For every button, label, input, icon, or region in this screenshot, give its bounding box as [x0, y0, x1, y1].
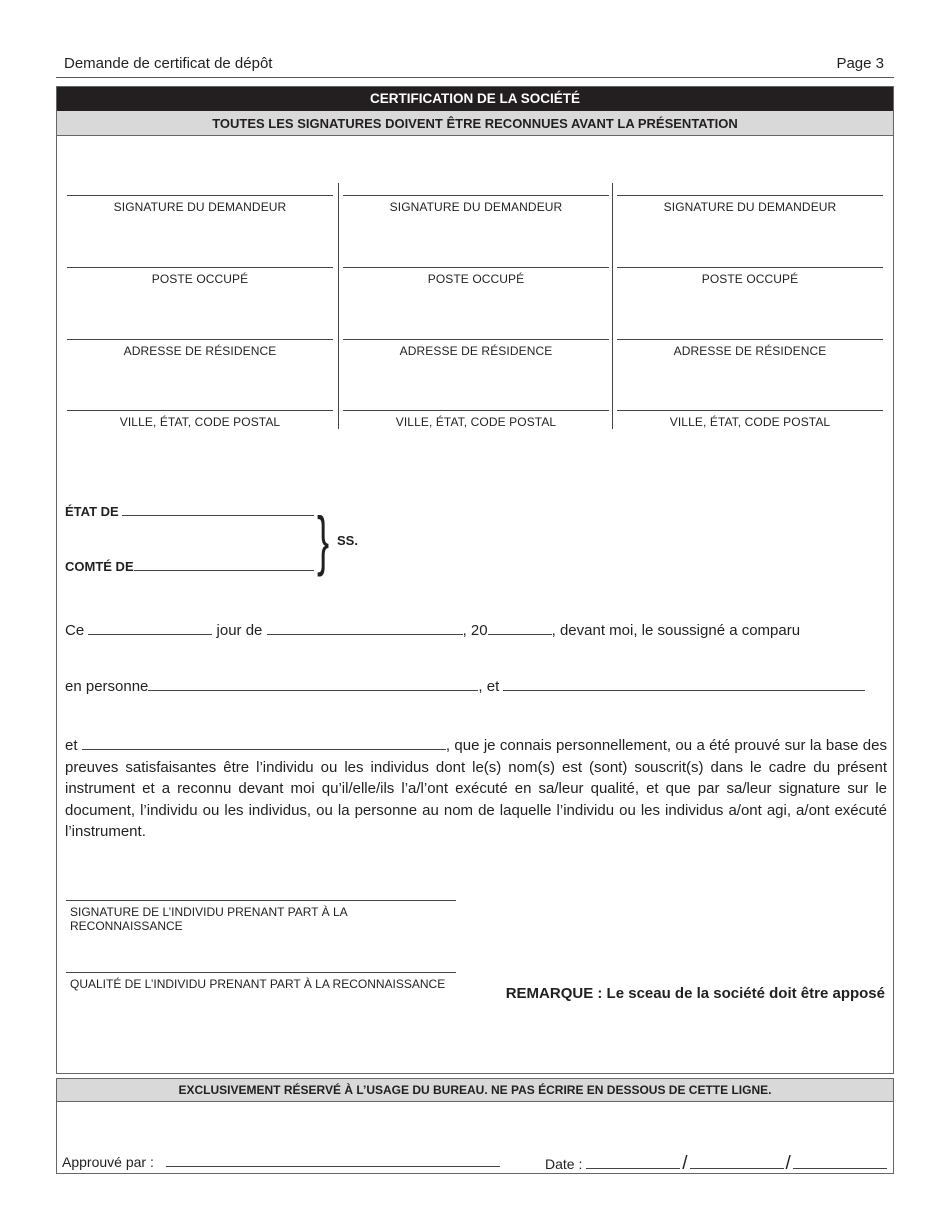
page-number: Page 3	[836, 55, 884, 72]
page-header-title: Demande de certificat de dépôt	[64, 55, 273, 72]
in-person-label: en personne	[65, 678, 149, 695]
position-caption: POSTE OCCUPÉ	[427, 272, 525, 286]
signer-signature-field[interactable]	[66, 900, 456, 933]
date-label: Date :	[545, 1156, 583, 1172]
person-3-input[interactable]	[82, 736, 446, 750]
city-caption: VILLE, ÉTAT, CODE POSTAL	[119, 415, 281, 429]
applicant-column-2	[343, 183, 609, 429]
person-1-input[interactable]	[148, 677, 478, 691]
date-row	[545, 1153, 887, 1175]
ce-label: Ce	[65, 622, 85, 639]
signature-caption: SIGNATURE DU DEMANDEUR	[663, 200, 837, 214]
approved-by-label: Approuvé par :	[62, 1154, 154, 1170]
city-caption: VILLE, ÉTAT, CODE POSTAL	[395, 415, 557, 429]
county-input[interactable]	[134, 556, 314, 571]
county-label: COMTÉ DE	[65, 559, 134, 574]
ss-label: SS.	[337, 533, 358, 548]
applicant-3-address-field[interactable]	[617, 339, 883, 358]
signature-caption: SIGNATURE DU DEMANDEUR	[113, 200, 287, 214]
column-divider	[612, 183, 613, 429]
ack-paragraph-text: , que je connais personnellement, ou a été prouvé sur la base des preuves satisfaisantes être l’individu ou les individus dont le(s) nom(s) est (sont) souscrit(s) dans le cadre du présent instrument et a reconnu devant moi qu’il/elle/ils l’a/l’ont exécuté en sa/leur qualité, et que par sa/leur signature sur le document, l’individu ou les individus, ou la personne au nom de laquelle l’individu ou les individus a/ont agi, a/ont exécuté l’instrument.	[65, 737, 887, 840]
date-day-input[interactable]	[690, 1155, 784, 1169]
county-venue	[65, 556, 314, 574]
section-subtitle: TOUTES LES SIGNATURES DOIVENT ÊTRE RECONNUES AVANT LA PRÉSENTATION	[57, 111, 893, 136]
address-caption: ADRESSE DE RÉSIDENCE	[399, 344, 553, 358]
applicant-3-position-field[interactable]	[617, 267, 883, 286]
ack-line-date	[65, 621, 800, 639]
date-separator: /	[785, 1153, 791, 1174]
seal-remark: REMARQUE : Le sceau de la société doit être apposé	[505, 985, 885, 1002]
month-input[interactable]	[267, 621, 463, 635]
applicant-2-signature-field[interactable]	[343, 195, 609, 214]
state-venue	[65, 501, 314, 519]
person-2-input[interactable]	[503, 677, 865, 691]
ack-paragraph	[65, 735, 887, 843]
applicant-3-signature-field[interactable]	[617, 195, 883, 214]
approved-by-row	[62, 1153, 500, 1170]
appeared-text: , devant moi, le soussigné a comparu	[551, 622, 801, 639]
date-separator: /	[682, 1153, 688, 1174]
approved-by-input[interactable]	[166, 1153, 500, 1167]
applicant-1-city-field[interactable]	[67, 410, 333, 429]
state-input[interactable]	[122, 501, 314, 516]
brace-icon: }	[317, 503, 330, 577]
office-use-banner: EXCLUSIVEMENT RÉSERVÉ À L’USAGE DU BUREAU. NE PAS ÉCRIRE EN DESSOUS DE CETTE LIGNE.	[57, 1079, 893, 1102]
applicant-1-address-field[interactable]	[67, 339, 333, 358]
year-prefix: , 20	[462, 622, 488, 639]
city-caption: VILLE, ÉTAT, CODE POSTAL	[669, 415, 831, 429]
section-title: CERTIFICATION DE LA SOCIÉTÉ	[57, 87, 893, 111]
signer-signature-caption: SIGNATURE DE L’INDIVIDU PRENANT PART À LA RECONNAISSANCE	[70, 905, 347, 933]
applicant-column-1	[67, 183, 333, 429]
address-caption: ADRESSE DE RÉSIDENCE	[123, 344, 277, 358]
signer-capacity-caption: QUALITÉ DE L’INDIVIDU PRENANT PART À LA RECONNAISSANCE	[70, 977, 446, 991]
applicant-2-city-field[interactable]	[343, 410, 609, 429]
year-input[interactable]	[488, 621, 552, 635]
signature-caption: SIGNATURE DU DEMANDEUR	[389, 200, 563, 214]
applicant-column-3	[617, 183, 883, 429]
day-input[interactable]	[88, 621, 212, 635]
position-caption: POSTE OCCUPÉ	[701, 272, 799, 286]
header-rule	[56, 77, 894, 78]
certification-section	[56, 86, 894, 1074]
office-use-section	[56, 1078, 894, 1174]
jour-label: jour de	[216, 622, 263, 639]
applicant-1-signature-field[interactable]	[67, 195, 333, 214]
applicant-3-city-field[interactable]	[617, 410, 883, 429]
and-label: et	[65, 737, 78, 754]
and-label: , et	[478, 678, 500, 695]
position-caption: POSTE OCCUPÉ	[151, 272, 249, 286]
applicant-2-position-field[interactable]	[343, 267, 609, 286]
signer-capacity-field[interactable]	[66, 972, 456, 991]
state-label: ÉTAT DE	[65, 504, 119, 519]
ack-line-persons	[65, 677, 865, 695]
date-month-input[interactable]	[586, 1155, 680, 1169]
applicant-2-address-field[interactable]	[343, 339, 609, 358]
address-caption: ADRESSE DE RÉSIDENCE	[673, 344, 827, 358]
applicant-1-position-field[interactable]	[67, 267, 333, 286]
column-divider	[338, 183, 339, 429]
date-year-input[interactable]	[793, 1155, 887, 1169]
